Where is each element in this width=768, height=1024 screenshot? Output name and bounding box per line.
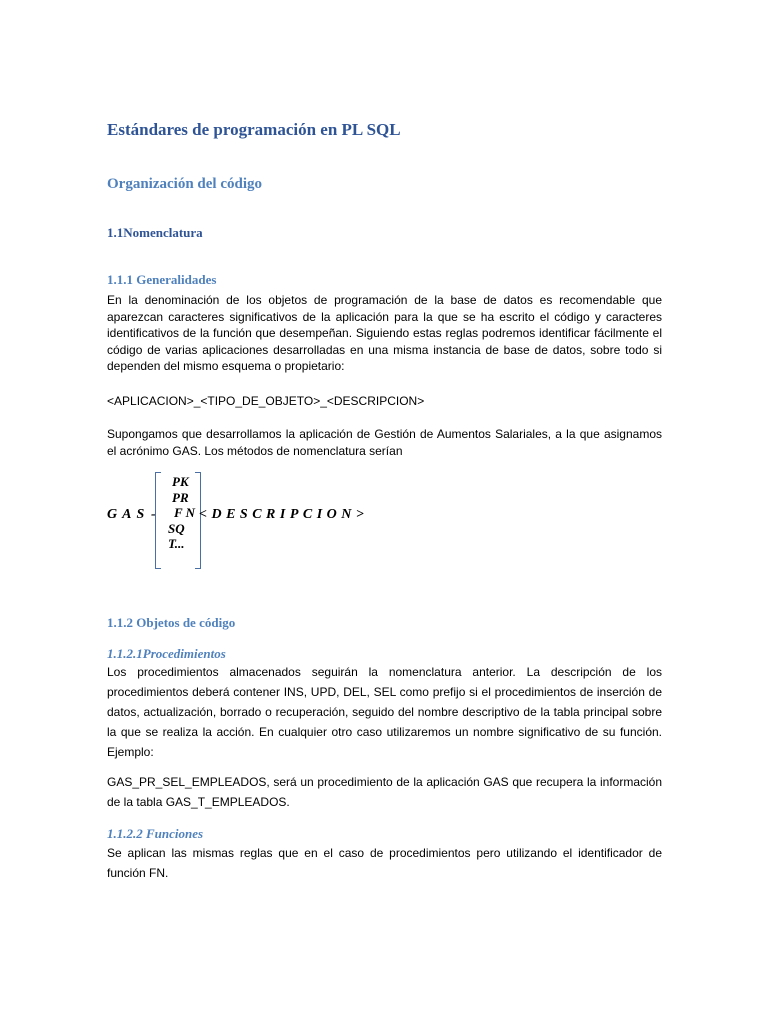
funciones-heading: 1.1.2.2 Funciones — [107, 826, 204, 841]
formula-prefix: GAS — [107, 507, 150, 522]
naming-formula — [107, 470, 667, 580]
subsection-heading: 1.1Nomenclatura — [107, 225, 203, 240]
procedimientos-paragraph: Los procedimientos almacenados seguirán la nomenclatura anterior. La descripción de los procedimientos deberá contener INS, UPD, DEL, SEL como prefijo si el procedimientos de inserción de datos, actualización, borrado o recuperación, seguido del nombre descriptivo de la tabla principal sobre la que se realiza la acción. En cualquier otro caso utilizaremos un nombre significativo de su función. Ejemplo: — [107, 665, 662, 759]
procedimientos-heading: 1.1.2.1Procedimientos — [107, 646, 226, 661]
gas-example-paragraph: Supongamos que desarrollamos la aplicación de Gestión de Aumentos Salariales, a la que asignamos el acrónimo GAS. Los métodos de nomenclatura serían — [107, 427, 662, 458]
formula-option: PR — [172, 489, 189, 505]
formula-option: FN — [174, 505, 199, 520]
generalidades-heading: 1.1.1 Generalidades — [107, 272, 217, 287]
formula-suffix: <DESCRIPCION> — [199, 507, 369, 522]
generalidades-paragraph: En la denominación de los objetos de programación de la base de datos es recomendable que aparezcan caracteres significativos de la aplicación para la que se ha escrito el código y caracteres identificativos de la función que desempeñan. Siguiendo estas reglas podremos identificar fácilmente el código de varias aplicaciones desarrolladas en una misma instancia de base de datos, sobre todo si dependen del mismo esquema o propietario: — [107, 293, 662, 373]
formula-option: T... — [168, 536, 185, 551]
procedimientos-example: GAS_PR_SEL_EMPLEADOS, será un procedimiento de la aplicación GAS que recupera la información de la tabla GAS_T_EMPLEADOS. — [107, 775, 662, 809]
formula-separator: - — [151, 507, 156, 522]
naming-pattern: <APLICACION>_<TIPO_DE_OBJETO>_<DESCRIPCION> — [107, 394, 425, 408]
document-title: Estándares de programación en PL SQL — [107, 120, 401, 139]
section-heading: Organización del código — [107, 176, 262, 192]
objetos-heading: 1.1.2 Objetos de código — [107, 615, 236, 630]
funciones-paragraph: Se aplican las mismas reglas que en el caso de procedimientos pero utilizando el identificador de función FN. — [107, 846, 662, 880]
formula-option: SQ — [168, 520, 185, 536]
formula-option: PK — [172, 474, 189, 489]
left-bracket — [155, 472, 161, 569]
formula-options — [162, 474, 198, 552]
